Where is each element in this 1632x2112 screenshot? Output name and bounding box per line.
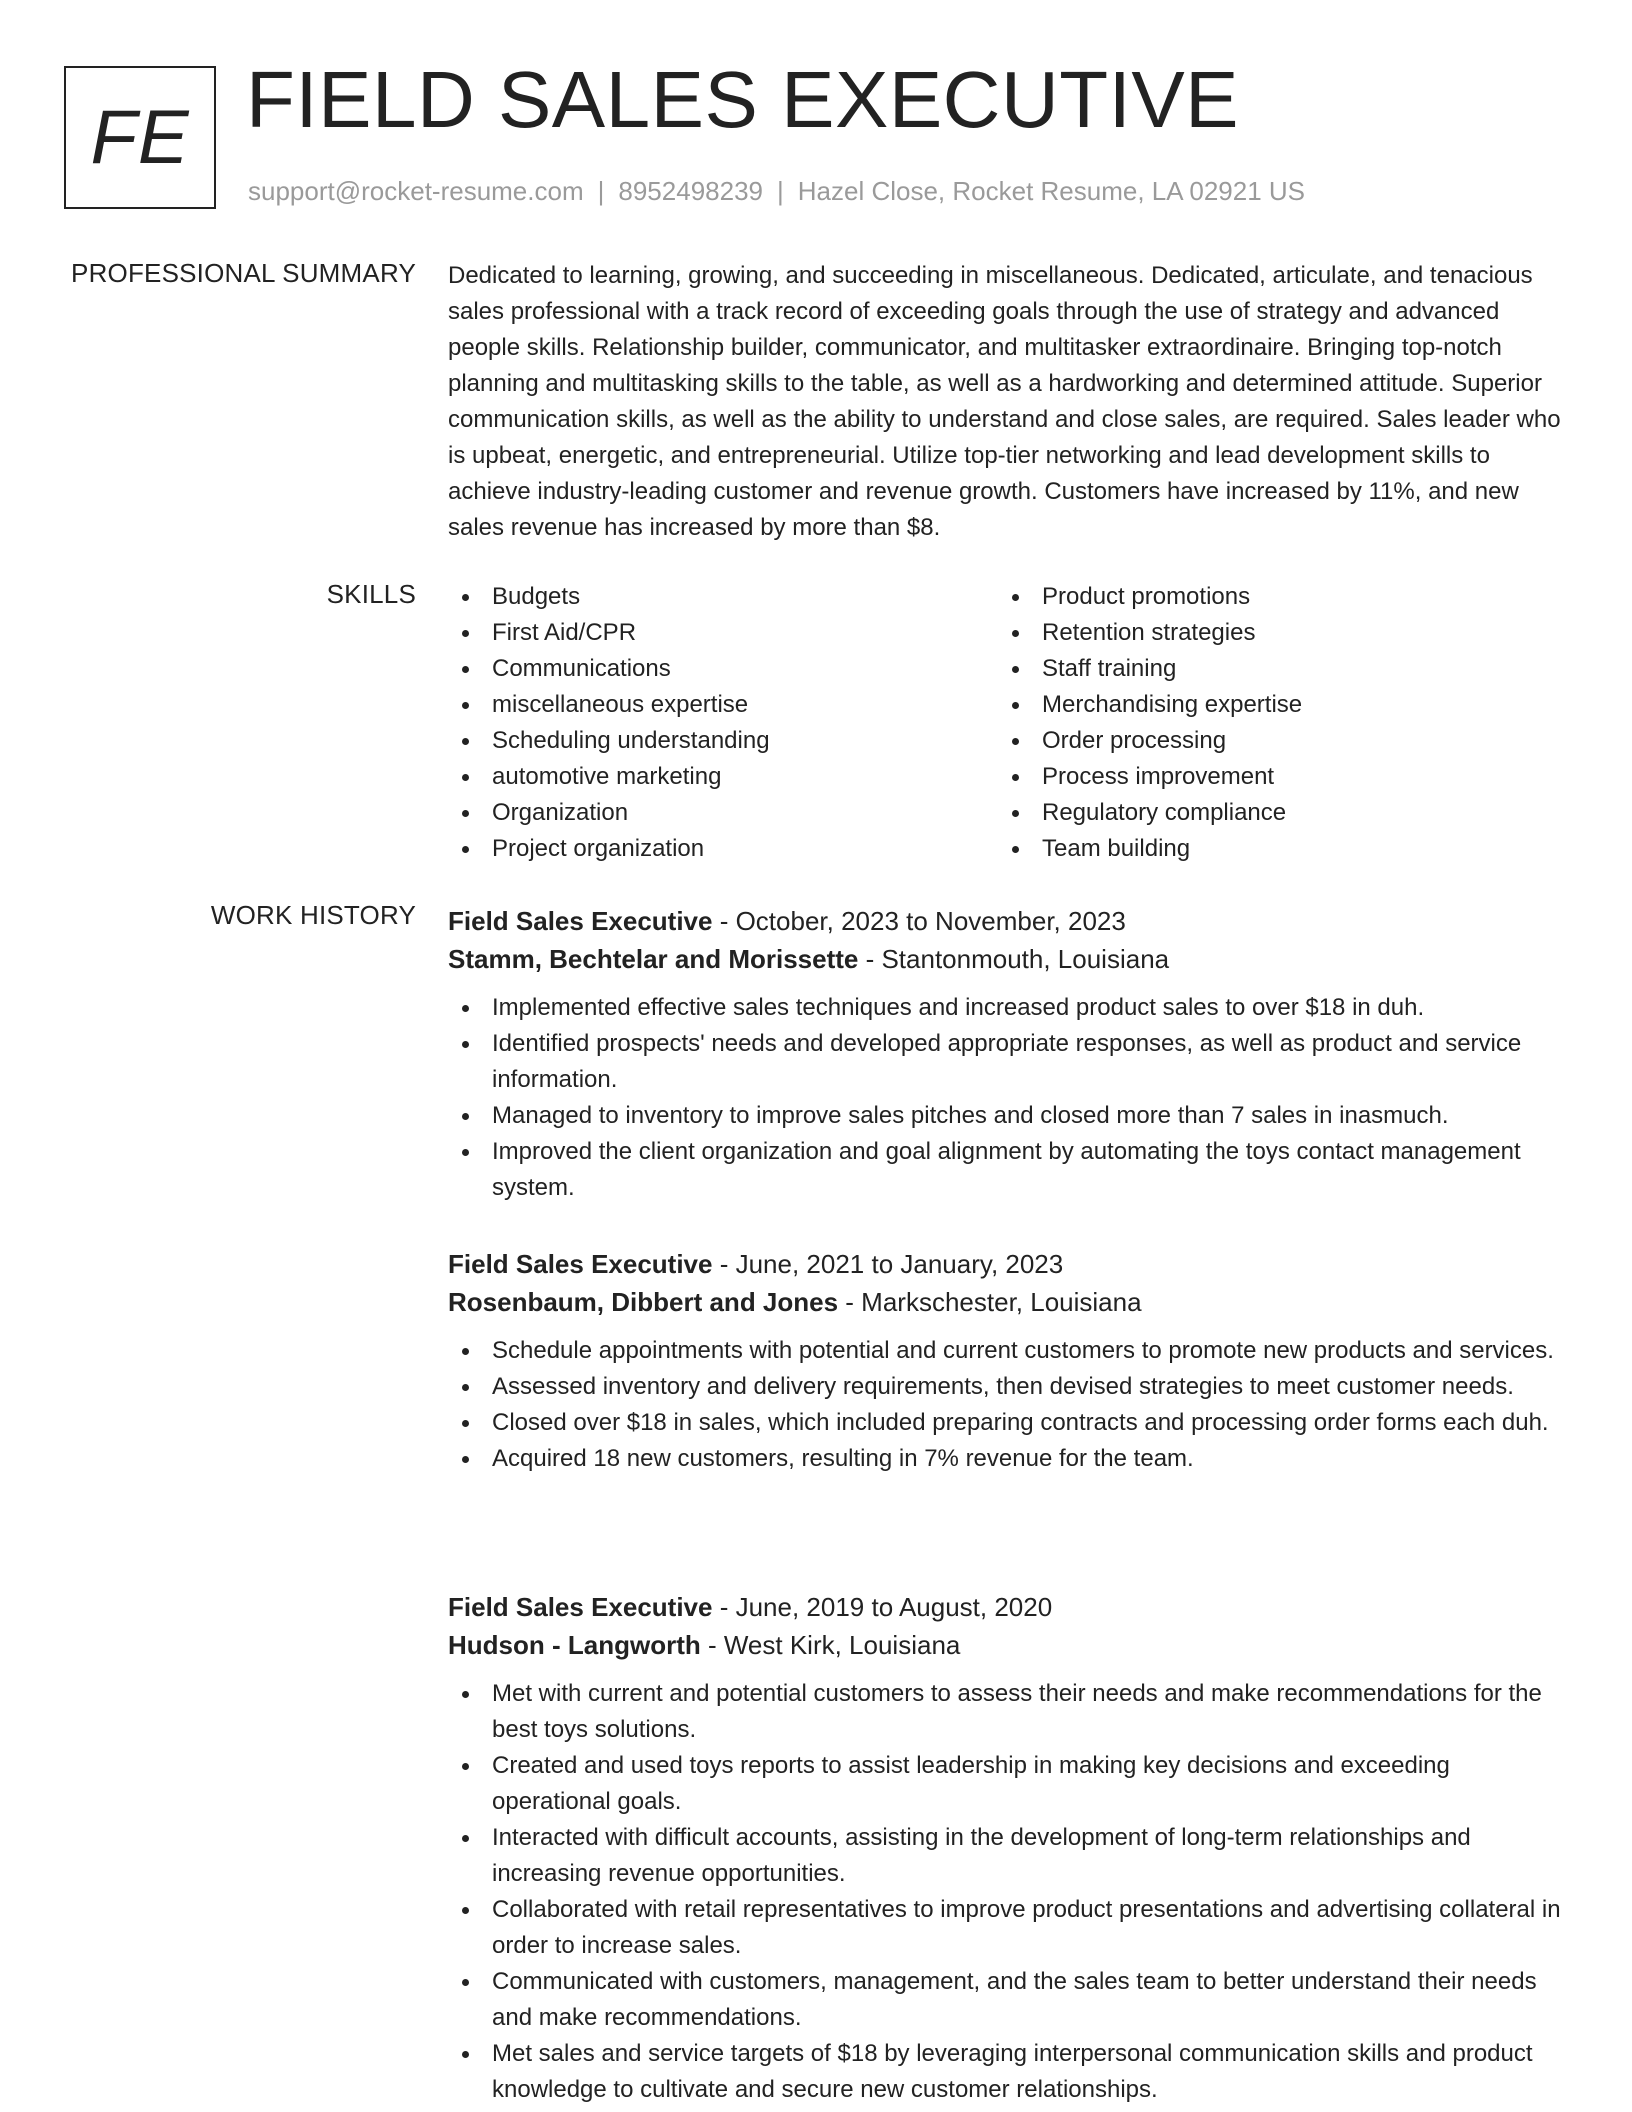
job-location: - West Kirk, Louisiana — [700, 1630, 961, 1660]
skill-item: Budgets — [448, 579, 770, 615]
job-company: Stamm, Bechtelar and Morissette — [448, 944, 859, 974]
skills-list-right — [998, 579, 1302, 867]
job-bullet: Communicated with customers, management, and the sales team to better understand their needs and make recommendations. — [448, 1964, 1570, 2036]
job-bullet: Created and used toys reports to assist leadership in making key decisions and exceeding operational goals. — [448, 1748, 1570, 1820]
summary-text: Dedicated to learning, growing, and succeeding in miscellaneous. Dedicated, articulate, and tenacious sales professional with a track record of exceeding goals through the use of strategy and advanced people skills. Relationship builder, communicator, and multitasker extraordinaire. Bringing top-notch planning and multitasking skills to the table, as well as a hardworking and determined attitude. Superior communication skills, as well as the ability to understand and close sales, are required. Sales leader who is upbeat, energetic, and entrepreneurial. Utilize top-tier networking and lead development skills to achieve industry-leading customer and revenue growth. Customers have increased by 11%, and new sales revenue has increased by more than $8. — [448, 262, 1561, 541]
job-bullet: Closed over $18 in sales, which included preparing contracts and processing order forms each duh. — [448, 1405, 1570, 1441]
skill-item: Communications — [448, 651, 770, 687]
page-title: FIELD SALES EXECUTIVE — [246, 55, 1240, 144]
job-bullet: Met with current and potential customers to assess their needs and make recommendations for the best toys solutions. — [448, 1676, 1570, 1748]
skill-item: miscellaneous expertise — [448, 687, 770, 723]
job-bullet: Interacted with difficult accounts, assisting in the development of long-term relationships and increasing revenue opportunities. — [448, 1820, 1570, 1892]
job-employer — [448, 1283, 1570, 1321]
job-bullet: Identified prospects' needs and developed appropriate responses, as well as product and service information. — [448, 1026, 1570, 1098]
skill-item: Team building — [998, 831, 1302, 867]
job-employer — [448, 1626, 1570, 1664]
contact-email[interactable]: support@rocket-resume.com — [248, 176, 584, 206]
skill-item: Merchandising expertise — [998, 687, 1302, 723]
job-dates: - June, 2021 to January, 2023 — [712, 1249, 1064, 1279]
job-entry — [448, 902, 1570, 1206]
job-bullet: Implemented effective sales techniques and increased product sales to over $18 in duh. — [448, 990, 1570, 1026]
job-title: Field Sales Executive — [448, 1592, 713, 1622]
skill-item: Order processing — [998, 723, 1302, 759]
job-header — [448, 1245, 1570, 1283]
section-label-summary: PROFESSIONAL SUMMARY — [71, 258, 416, 288]
job-bullet: Met sales and service targets of $18 by leveraging interpersonal communication skills and product knowledge to cultivate and secure new customer relationships. — [448, 2036, 1570, 2108]
job-entry — [448, 1245, 1570, 1477]
job-header — [448, 902, 1570, 940]
skill-item: Process improvement — [998, 759, 1302, 795]
job-title: Field Sales Executive — [448, 1249, 713, 1279]
section-label-work-history: WORK HISTORY — [210, 900, 416, 930]
job-location: - Stantonmouth, Louisiana — [858, 944, 1170, 974]
job-bullet: Managed to inventory to improve sales pitches and closed more than 7 sales in inasmuch. — [448, 1098, 1570, 1134]
job-bullet: Schedule appointments with potential and current customers to promote new products and services. — [448, 1333, 1570, 1369]
job-entry — [448, 1588, 1570, 2108]
contact-separator: | — [597, 176, 605, 206]
contact-address: Hazel Close, Rocket Resume, LA 02921 US — [797, 176, 1306, 206]
job-bullet: Improved the client organization and goal alignment by automating the toys contact management system. — [448, 1134, 1570, 1206]
job-dates: - June, 2019 to August, 2020 — [712, 1592, 1053, 1622]
skill-item: Product promotions — [998, 579, 1302, 615]
section-label-skills: SKILLS — [326, 579, 416, 609]
monogram-initials: FE — [90, 95, 190, 180]
job-employer — [448, 940, 1570, 978]
job-bullet: Assessed inventory and delivery requirements, then devised strategies to meet customer needs. — [448, 1369, 1570, 1405]
skill-item: automotive marketing — [448, 759, 770, 795]
job-bullet: Collaborated with retail representatives to improve product presentations and advertising collateral in order to increase sales. — [448, 1892, 1570, 1964]
skill-item: Regulatory compliance — [998, 795, 1302, 831]
skill-item: Retention strategies — [998, 615, 1302, 651]
skill-item: Organization — [448, 795, 770, 831]
skills-list-left — [448, 579, 770, 867]
job-dates: - October, 2023 to November, 2023 — [712, 906, 1126, 936]
contact-line — [248, 176, 1305, 207]
contact-separator: | — [777, 176, 784, 206]
job-location: - Markschester, Louisiana — [838, 1287, 1142, 1317]
skill-item: Project organization — [448, 831, 770, 867]
job-company: Hudson - Langworth — [448, 1630, 701, 1660]
job-header — [448, 1588, 1570, 1626]
contact-phone[interactable]: 8952498239 — [618, 176, 763, 206]
monogram-box — [64, 66, 216, 209]
job-bullet: Acquired 18 new customers, resulting in 7% revenue for the team. — [448, 1441, 1570, 1477]
skill-item: First Aid/CPR — [448, 615, 770, 651]
skill-item: Scheduling understanding — [448, 723, 770, 759]
skill-item: Staff training — [998, 651, 1302, 687]
job-company: Rosenbaum, Dibbert and Jones — [448, 1287, 839, 1317]
job-title: Field Sales Executive — [448, 906, 713, 936]
